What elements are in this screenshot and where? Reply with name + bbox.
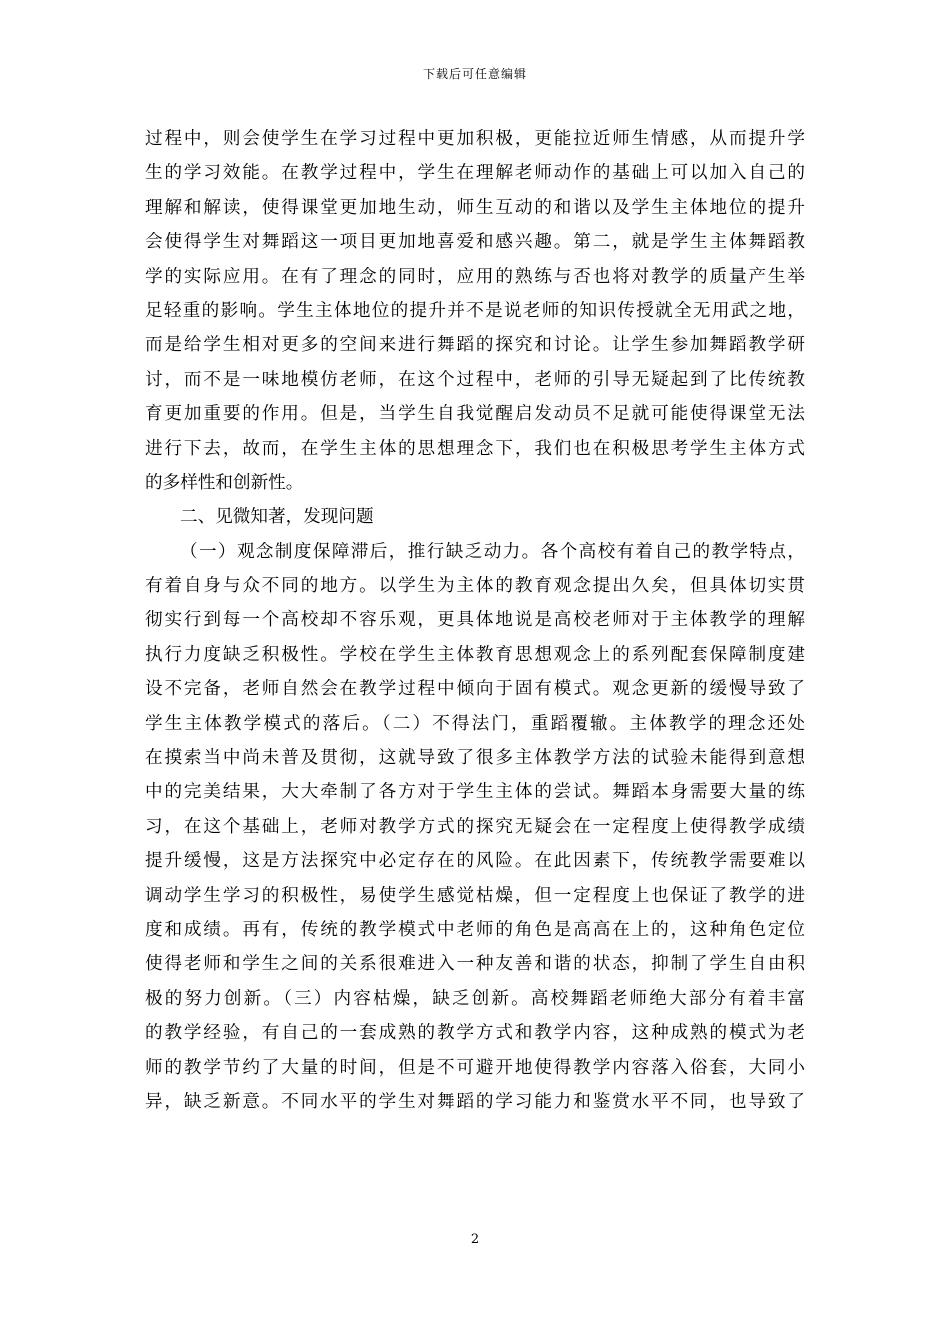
body-line: 足轻重的影响。学生主体地位的提升并不是说老师的知识传授就全无用武之地， [145, 300, 805, 321]
body-line: 提升缓慢，这是方法探究中必定存在的风险。在此因素下，传统教学需要难以 [145, 851, 805, 872]
body-line: 会使得学生对舞蹈这一项目更加地喜爱和感兴趣。第二，就是学生主体舞蹈教 [145, 232, 805, 253]
page-number: 2 [470, 1232, 480, 1247]
body-line: 而是给学生相对更多的空间来进行舞蹈的探究和讨论。让学生参加舞蹈教学研 [145, 335, 805, 356]
body-line: 彻实行到每一个高校却不容乐观，更具体地说是高校老师对于主体教学的理解 [145, 610, 805, 631]
body-line: 师的教学节约了大量的时间，但是不可避开地使得教学内容落入俗套，大同小 [145, 1057, 805, 1078]
page-header: 下载后可任意编辑 [422, 67, 527, 81]
body-line: 在摸索当中尚未普及贯彻，这就导致了很多主体教学方法的试验未能得到意想 [145, 748, 805, 769]
body-line: 理解和解读，使得课堂更加地生动，师生互动的和谐以及学生主体地位的提升 [145, 197, 805, 218]
body-line: 极的努力创新。（三）内容枯燥，缺乏创新。高校舞蹈老师绝大部分有着丰富 [145, 988, 805, 1009]
body-line: 的多样性和创新性。 [145, 472, 304, 493]
body-line: 中的完美结果，大大牵制了各方对于学生主体的尝试。舞蹈本身需要大量的练 [145, 782, 805, 803]
body-line: 学的实际应用。在有了理念的同时，应用的熟练与否也将对教学的质量产生举 [145, 266, 805, 287]
body-line: 使得老师和学生之间的关系很难进入一种友善和谐的状态，抑制了学生自由积 [145, 954, 805, 975]
body-line: 调动学生学习的积极性，易使学生感觉枯燥，但一定程度上也保证了教学的进 [145, 885, 805, 906]
body-line: 设不完备，老师自然会在教学过程中倾向于固有模式。观念更新的缓慢导致了 [145, 679, 805, 700]
body-line: 异，缺乏新意。不同水平的学生对舞蹈的学习能力和鉴赏水平不同，也导致了 [145, 1091, 805, 1112]
body-line: 的教学经验，有自己的一套成熟的教学方式和教学内容，这种成熟的模式为老 [145, 1023, 805, 1044]
body-line: 过程中，则会使学生在学习过程中更加积极，更能拉近师生情感，从而提升学 [145, 129, 805, 149]
body-line: 进行下去，故而，在学生主体的思想理念下，我们也在积极思考学生主体方式 [145, 438, 805, 459]
body-line: （一）观念制度保障滞后，推行缺乏动力。各个高校有着自己的教学特点， [180, 541, 805, 562]
body-line: 执行力度缺乏积极性。学校在学生主体教育思想观念上的系列配套保障制度建 [145, 644, 805, 665]
body-line: 度和成绩。再有，传统的教学模式中老师的角色是高高在上的，这种角色定位 [145, 919, 805, 940]
body-line: 育更加重要的作用。但是，当学生自我觉醒启发动员不足就可能使得课堂无法 [145, 404, 805, 425]
body-line: 讨，而不是一味地模仿老师，在这个过程中，老师的引导无疑起到了比传统教 [145, 369, 805, 390]
document-body [145, 122, 805, 1119]
body-line: 生的学习效能。在教学过程中，学生在理解老师动作的基础上可以加入自己的 [145, 163, 805, 184]
body-line: 学生主体教学模式的落后。（二）不得法门，重蹈覆辙。主体教学的理念还处 [145, 713, 805, 734]
body-line: 习，在这个基础上，老师对教学方式的探究无疑会在一定程度上使得教学成绩 [145, 816, 805, 837]
section-heading: 二、见微知著，发现问题 [180, 507, 374, 528]
body-line: 有着自身与众不同的地方。以学生为主体的教育观念提出久矣，但具体切实贯 [145, 576, 805, 597]
